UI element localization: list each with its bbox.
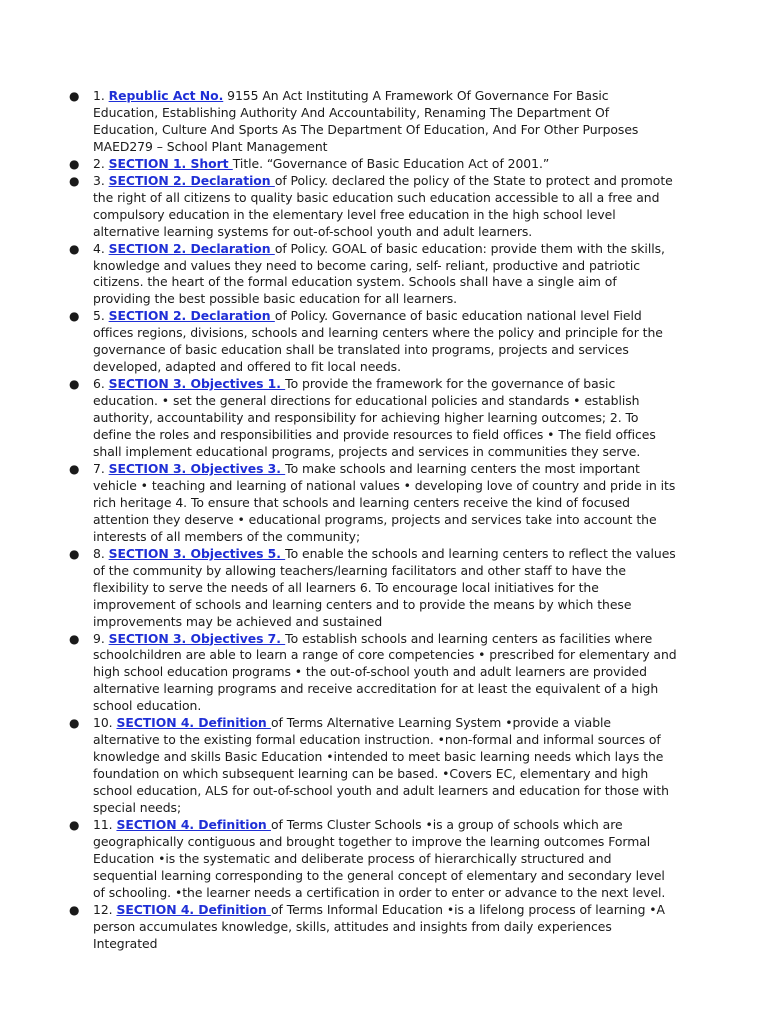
item-link[interactable]: SECTION 3. Objectives 7. — [108, 630, 286, 646]
item-text: of Policy. Governance of basic education national level Field offices regions, divisions, schools and learning centers where the policy and principle for the governance of basic education shall be translated into programs, projects and services developed, adapted and offered to fit local needs. — [93, 308, 663, 375]
bullet-icon: ● — [69, 817, 80, 832]
item-number: 5. — [93, 308, 105, 324]
bullet-icon: ● — [69, 241, 80, 256]
bullet-icon: ● — [69, 173, 80, 188]
item-text: To enable the schools and learning centers to reflect the values of the community by allowing teachers/learning facilitators and other staff to have the flexibility to serve the needs of all learners 6. To encourage local initiatives for the improvement of schools and learning centers and to provide the means by which these improvements may be achieved and sustained — [93, 545, 676, 629]
item-number: 12. — [93, 901, 113, 917]
list-item — [69, 715, 677, 817]
item-text: of Terms Alternative Learning System •provide a viable alternative to the existing formal education instruction. •non-formal and informal sources of knowledge and skills Basic Education •intended to meet basic learning needs which lays the foundation on which subsequent learning can be based. •Covers EC, elementary and high school education, ALS for out-of-school youth and adult learners and education for those with special needs; — [93, 715, 669, 816]
bullet-icon: ● — [69, 377, 80, 392]
item-text: of Policy. declared the policy of the State to protect and promote the right of all citizens to quality basic education such education accessible to all a free and compulsory education in the elementary level free education in the high school level alternative learning systems for out-of-school youth and adult learners. — [93, 172, 673, 239]
item-text: of Policy. GOAL of basic education: provide them with the skills, knowledge and values they need to become caring, self- reliant, productive and patriotic citizens. the heart of the formal education system. Schools shall have a single aim of providing the best possible basic education for all learners. — [93, 240, 665, 307]
item-link[interactable]: SECTION 3. Objectives 3. — [108, 460, 286, 476]
list-item — [69, 816, 677, 902]
list-item — [69, 545, 677, 631]
item-link[interactable]: SECTION 2. Declaration — [108, 308, 275, 324]
item-link[interactable]: Republic Act No. — [108, 88, 224, 103]
item-number: 4. — [93, 240, 105, 256]
bullet-icon: ● — [69, 461, 80, 476]
item-number: 10. — [93, 715, 113, 731]
bullet-icon: ● — [69, 631, 80, 646]
item-link[interactable]: SECTION 4. Definition — [116, 816, 271, 832]
item-text: 9155 An Act Instituting A Framework Of Governance For Basic Education, Establishing Authority And Accountability, Renaming The Department Of Education, Culture And Sports As The Department Of Education, And For Other Purposes MAED279 – School Plant Management — [93, 88, 639, 154]
list-item — [69, 308, 677, 376]
document-page — [0, 88, 768, 953]
bullet-icon: ● — [69, 716, 80, 731]
list-item — [69, 901, 677, 953]
list-item — [69, 460, 677, 546]
item-link[interactable]: SECTION 4. Definition — [116, 715, 271, 731]
list-item — [69, 630, 677, 716]
item-number: 3. — [93, 172, 105, 188]
item-text: To make schools and learning centers the most important vehicle • teaching and learning of national values • developing love of country and pride in its rich heritage 4. To ensure that schools and learning centers receive the kind of focused attention they deserve • educational programs, projects and services take into account the interests of all members of the community; — [93, 460, 676, 544]
list-item — [69, 88, 677, 156]
item-link[interactable]: SECTION 4. Definition — [116, 901, 271, 917]
bullet-icon: ● — [69, 89, 80, 103]
item-link[interactable]: SECTION 3. Objectives 1. — [108, 376, 286, 392]
list-item — [69, 376, 677, 461]
item-number: 11. — [93, 816, 113, 832]
item-link[interactable]: SECTION 2. Declaration — [108, 172, 275, 188]
bullet-icon: ● — [69, 309, 80, 324]
numbered-item-list — [0, 88, 768, 953]
list-item — [69, 155, 677, 173]
list-item — [69, 240, 677, 309]
bullet-icon: ● — [69, 902, 80, 917]
item-text: of Terms Cluster Schools •is a group of schools which are geographically contiguous and brought together to improve the learning outcomes Formal Education •is the systematic and deliberate process of hierarchically structured and sequential learning corresponding to the general concept of elementary and secondary level of schooling. •the learner needs a certification in order to enter or advance to the next level. — [93, 816, 666, 900]
bullet-icon: ● — [69, 546, 80, 561]
item-link[interactable]: SECTION 3. Objectives 5. — [108, 545, 286, 561]
item-text: To establish schools and learning centers as facilities where schoolchildren are able to learn a range of core competencies • prescribed for elementary and high school education programs • the out-of-school youth and adult learners are provided alternative learning programs and receive accreditation for at least the equivalent of a high school education. — [93, 630, 677, 714]
list-item — [69, 172, 677, 241]
item-number: 9. — [93, 630, 105, 646]
item-text: of Terms Informal Education •is a lifelong process of learning •A person accumulates knowledge, skills, attitudes and insights from daily experiences Integrated — [93, 901, 665, 951]
item-number: 6. — [93, 376, 105, 392]
item-number: 1. — [93, 88, 105, 103]
item-number: 2. — [93, 155, 105, 171]
item-link[interactable]: SECTION 2. Declaration — [108, 240, 275, 256]
bullet-icon: ● — [69, 156, 80, 171]
item-link[interactable]: SECTION 1. Short — [108, 155, 233, 171]
item-text: To provide the framework for the governance of basic education. • set the general directions for educational policies and standards • establish authority, accountability and responsibility for achieving higher learning outcomes; 2. To define the roles and responsibilities and provide resources to field offices • The field offices shall implement educational programs, projects and services in communities they serve. — [93, 376, 656, 460]
item-number: 8. — [93, 545, 105, 561]
item-number: 7. — [93, 460, 105, 476]
item-text: Title. “Governance of Basic Education Act of 2001.” — [232, 155, 550, 171]
